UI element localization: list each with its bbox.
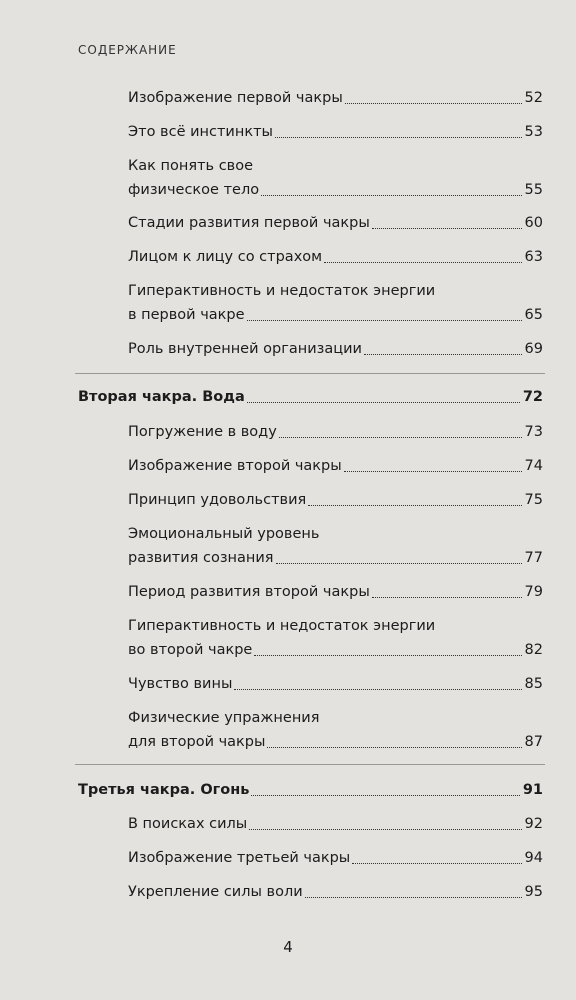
dot-leader [251,795,519,796]
toc-entry-title: Укрепление силы воли [128,884,303,900]
toc-entry [128,245,543,269]
dot-leader [254,655,521,656]
toc-page-number: 87 [524,734,543,750]
toc-entry [128,120,543,144]
dot-leader [234,689,521,690]
page-number: 4 [283,938,293,956]
toc-entry [128,454,543,478]
toc-entry-title: Как понять свое [128,158,254,174]
dot-leader [372,228,522,229]
toc-entry-title: Вторая чакра. Вода [78,389,245,405]
toc-section-entry [78,778,543,802]
toc-page-number: 55 [524,182,543,198]
dot-leader [352,863,521,864]
toc-entry-title: для второй чакры [128,734,266,750]
toc-entry [128,420,543,444]
dot-leader [279,437,522,438]
toc-page-number: 94 [524,850,543,866]
toc-entry-title: Изображение третьей чакры [128,850,351,866]
section-divider [75,373,545,374]
toc-entry-title: Третья чакра. Огонь [78,782,250,798]
dot-leader [308,505,521,506]
dot-leader [276,563,522,564]
toc-page-number: 82 [524,642,543,658]
toc-entry-title: в первой чакре [128,307,245,323]
toc-entry-title: Физические упражнения [128,710,320,726]
toc-entry [128,337,543,361]
toc-page-number: 52 [524,90,543,106]
toc-page-number: 91 [522,782,543,798]
dot-leader [249,829,521,830]
toc-page-number: 69 [524,341,543,357]
toc-page-number: 73 [524,424,543,440]
toc-entry [128,880,543,904]
dot-leader [305,897,522,898]
toc-section-entry [78,385,543,409]
section-divider [75,764,545,765]
toc-page-number: 72 [522,389,543,405]
dot-leader [345,103,522,104]
dot-leader [372,597,522,598]
toc-entry-title: во второй чакре [128,642,253,658]
toc-entry [128,846,543,870]
toc-entry [128,211,543,235]
toc-entry-title: Изображение второй чакры [128,458,342,474]
toc-page-number: 95 [524,884,543,900]
toc-page-number: 63 [524,249,543,265]
toc-entry [128,672,543,696]
toc-entry-title: физическое тело [128,182,260,198]
toc-entry-title: Лицом к лицу со страхом [128,249,323,265]
toc-entry-title: Роль внутренней организации [128,341,362,357]
dot-leader [261,195,521,196]
toc-entry-title: Стадии развития первой чакры [128,215,370,231]
dot-leader [247,402,520,403]
toc-entry [128,522,543,570]
dot-leader [247,320,522,321]
toc-page-number: 79 [524,584,543,600]
toc-page-number: 85 [524,676,543,692]
toc-entry-title: развития сознания [128,550,274,566]
toc-entry [128,86,543,110]
toc-entry-title: Гиперактивность и недостаток энергии [128,618,436,634]
dot-leader [324,262,521,263]
toc-entry-title: Погружение в воду [128,424,277,440]
toc-entry [128,154,543,202]
toc-page-number: 77 [524,550,543,566]
toc-entry [128,488,543,512]
toc-entry-title: Это всё инстинкты [128,124,273,140]
dot-leader [275,137,522,138]
toc-entry [128,706,543,754]
toc-entry [128,279,543,327]
dot-leader [364,354,522,355]
toc-entry [128,812,543,836]
toc-entry-title: Период развития второй чакры [128,584,370,600]
toc-page-number: 75 [524,492,543,508]
toc-entry-title: В поисках силы [128,816,248,832]
dot-leader [344,471,522,472]
toc-entry [128,580,543,604]
toc-page-number: 92 [524,816,543,832]
toc-entry-title: Чувство вины [128,676,233,692]
toc-page-number: 60 [524,215,543,231]
page-header: СОДЕРЖАНИЕ [78,43,177,57]
toc-entry-title: Изображение первой чакры [128,90,343,106]
toc-entry-title: Гиперактивность и недостаток энергии [128,283,436,299]
toc-page-number: 74 [524,458,543,474]
toc-entry-title: Эмоциональный уровень [128,526,320,542]
toc-entry-title: Принцип удовольствия [128,492,307,508]
toc-page-number: 53 [524,124,543,140]
dot-leader [267,747,521,748]
toc-entry [128,614,543,662]
toc-page-number: 65 [524,307,543,323]
